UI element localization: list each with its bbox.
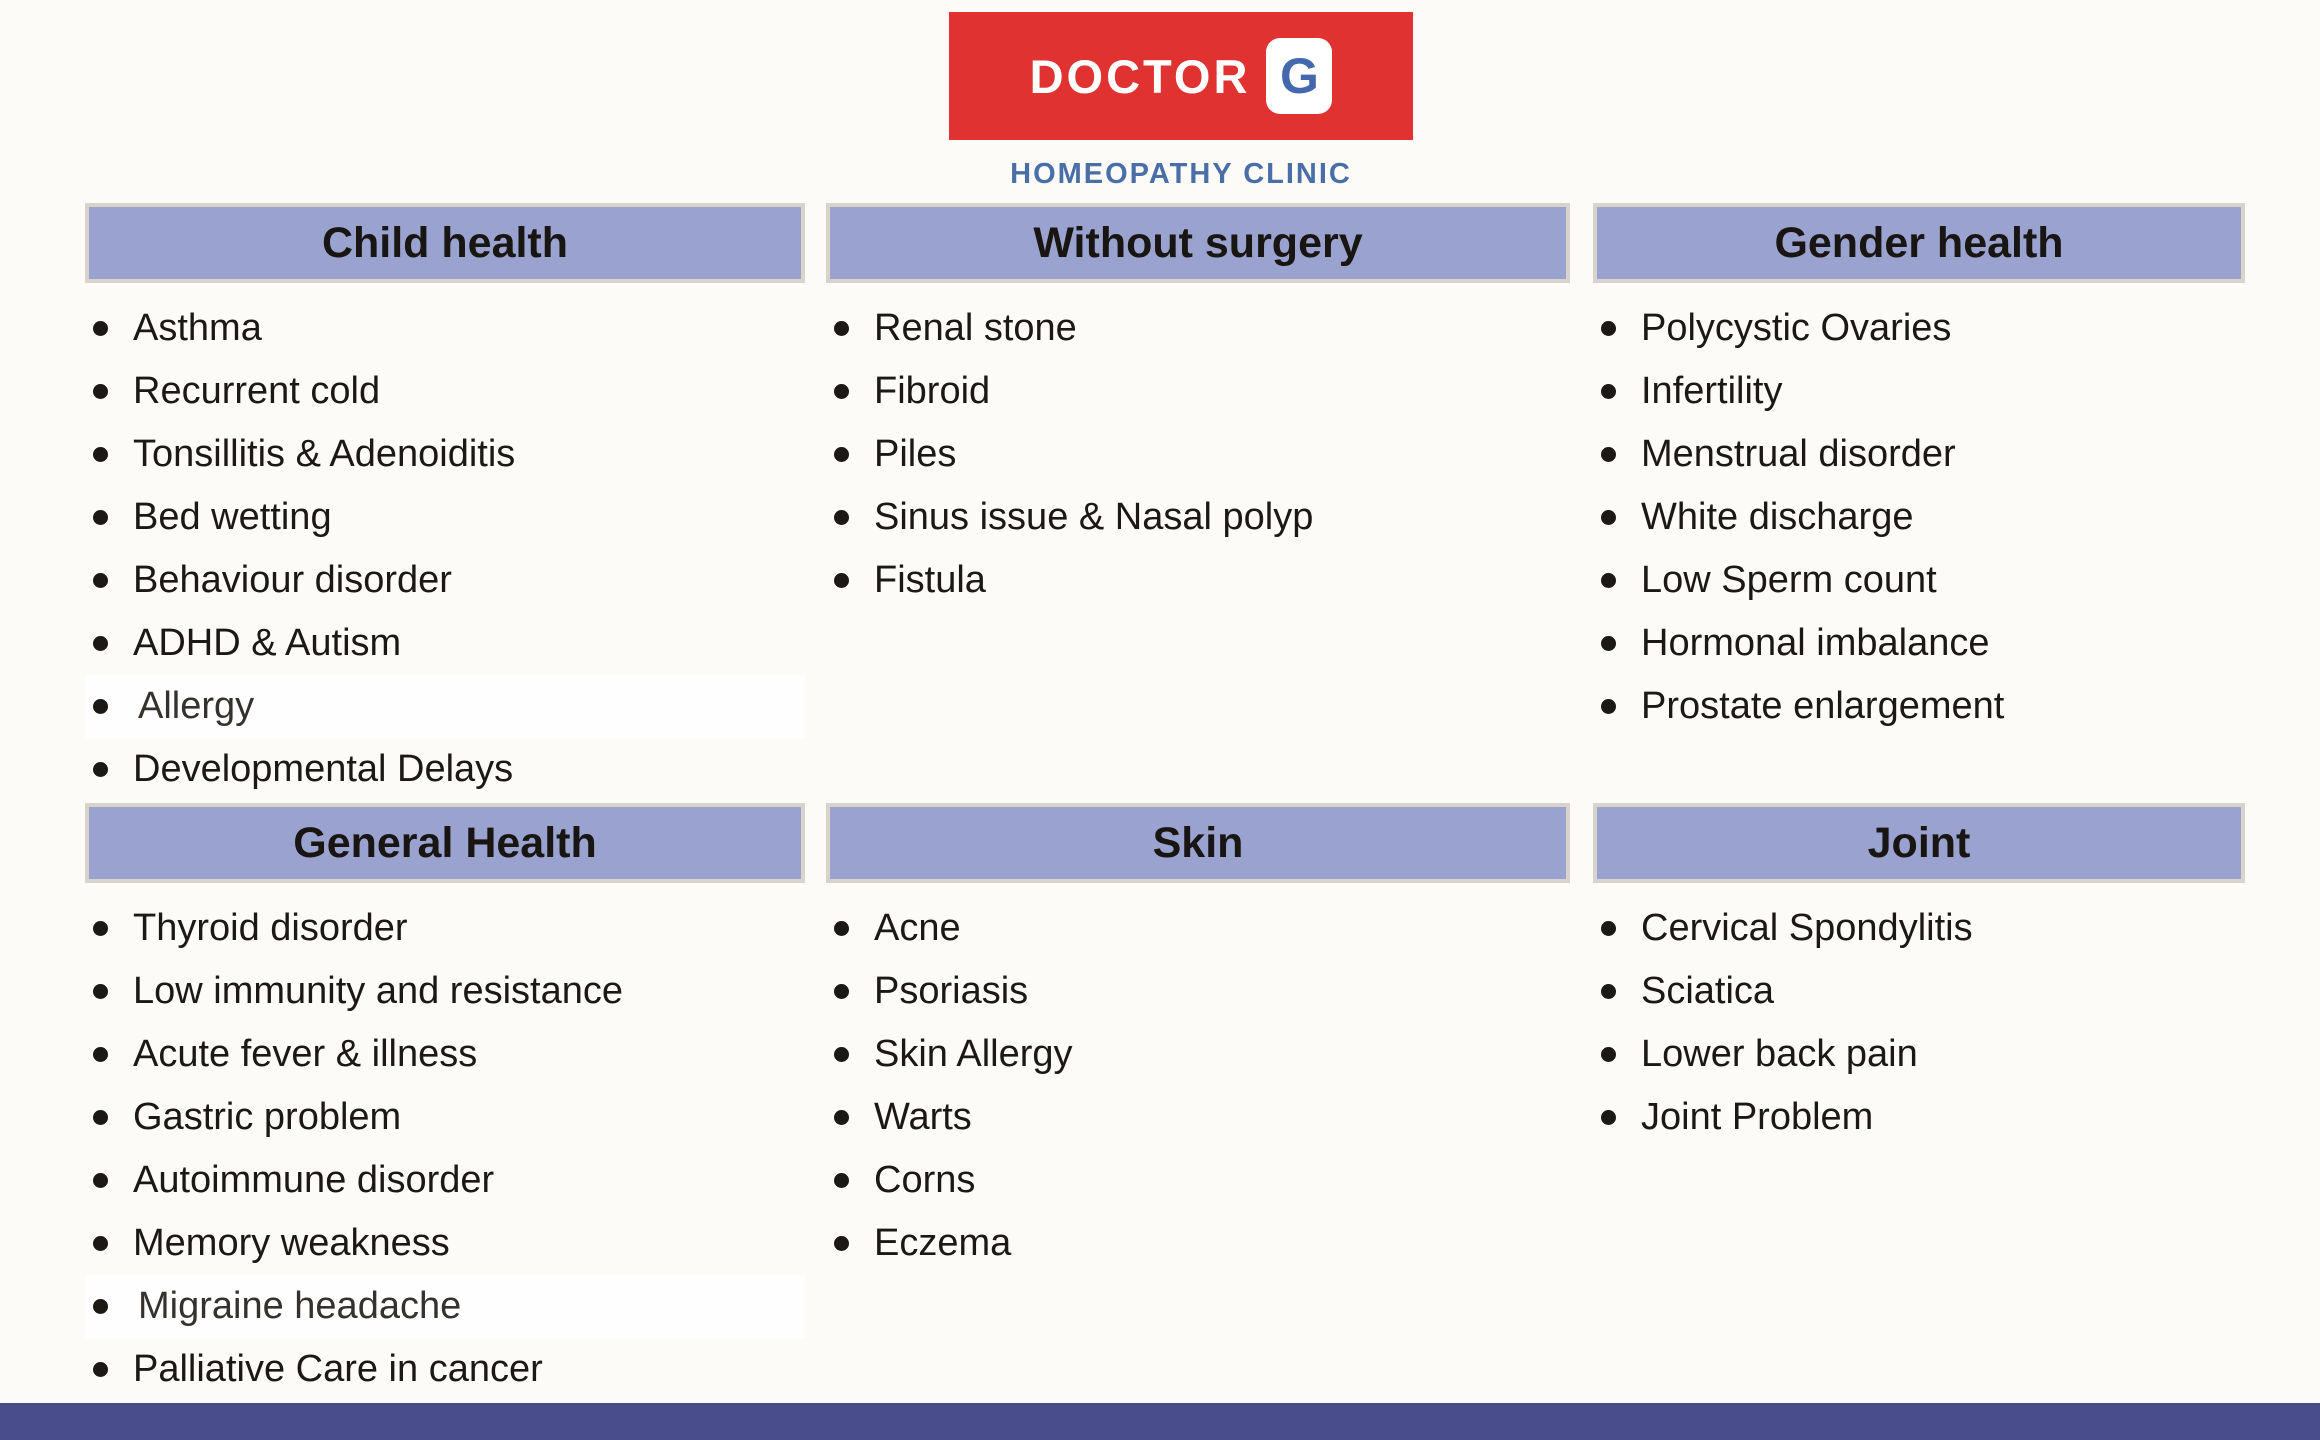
section-header-skin <box>826 803 1570 883</box>
footer-bar <box>0 1403 2320 1440</box>
section-skin <box>826 803 1570 1275</box>
section-header-gender-health <box>1593 203 2245 283</box>
section-title: Without surgery <box>1033 218 1363 267</box>
list-item: Fibroid <box>826 360 1570 423</box>
list-item: Asthma <box>85 297 805 360</box>
list-item: Psoriasis <box>826 960 1570 1023</box>
section-list-skin <box>826 897 1570 1275</box>
list-item: Thyroid disorder <box>85 897 805 960</box>
list-item: Autoimmune disorder <box>85 1149 805 1212</box>
brand-text: DOCTOR <box>1029 49 1251 103</box>
section-title: Skin <box>1152 818 1244 867</box>
list-item: Corns <box>826 1149 1570 1212</box>
section-without-surgery <box>826 203 1570 612</box>
list-item: Infertility <box>1593 360 2245 423</box>
section-title: General Health <box>293 818 597 867</box>
list-item: Eczema <box>826 1212 1570 1275</box>
list-item: Cervical Spondylitis <box>1593 897 2245 960</box>
list-item: Behaviour disorder <box>85 549 805 612</box>
list-item: Tonsillitis & Adenoiditis <box>85 423 805 486</box>
list-item: Warts <box>826 1086 1570 1149</box>
brand-badge <box>1266 38 1332 114</box>
brand-badge-letter: G <box>1279 48 1319 104</box>
list-item: Renal stone <box>826 297 1570 360</box>
section-header-child-health <box>85 203 805 283</box>
list-item: Prostate enlargement <box>1593 675 2245 738</box>
list-item: Low Sperm count <box>1593 549 2245 612</box>
list-item: Memory weakness <box>85 1212 805 1275</box>
list-item: Fistula <box>826 549 1570 612</box>
section-gender-health <box>1593 203 2245 738</box>
list-item: Allergy <box>85 675 805 738</box>
list-item: ADHD & Autism <box>85 612 805 675</box>
section-general-health <box>85 803 805 1401</box>
section-header-joint <box>1593 803 2245 883</box>
list-item: Recurrent cold <box>85 360 805 423</box>
list-item: Lower back pain <box>1593 1023 2245 1086</box>
list-item: Migraine headache <box>85 1275 805 1338</box>
list-item: Joint Problem <box>1593 1086 2245 1149</box>
list-item: Acne <box>826 897 1570 960</box>
list-item: Hormonal imbalance <box>1593 612 2245 675</box>
list-item: White discharge <box>1593 486 2245 549</box>
list-item: Palliative Care in cancer <box>85 1338 805 1401</box>
clinic-logo <box>949 12 1413 140</box>
section-title: Child health <box>321 218 569 267</box>
section-title: Joint <box>1867 818 1971 867</box>
section-list-without-surgery <box>826 297 1570 612</box>
list-item: Sinus issue & Nasal polyp <box>826 486 1570 549</box>
section-header-without-surgery <box>826 203 1570 283</box>
clinic-tagline: HOMEOPATHY CLINIC <box>1010 158 1352 190</box>
section-list-joint <box>1593 897 2245 1149</box>
list-item: Piles <box>826 423 1570 486</box>
list-item: Polycystic Ovaries <box>1593 297 2245 360</box>
section-list-general-health <box>85 897 805 1401</box>
section-title: Gender health <box>1774 218 2064 267</box>
section-joint <box>1593 803 2245 1149</box>
list-item: Bed wetting <box>85 486 805 549</box>
list-item: Low immunity and resistance <box>85 960 805 1023</box>
section-child-health <box>85 203 805 801</box>
list-item: Gastric problem <box>85 1086 805 1149</box>
list-item: Sciatica <box>1593 960 2245 1023</box>
list-item: Developmental Delays <box>85 738 805 801</box>
list-item: Skin Allergy <box>826 1023 1570 1086</box>
section-list-gender-health <box>1593 297 2245 738</box>
list-item: Acute fever & illness <box>85 1023 805 1086</box>
list-item: Menstrual disorder <box>1593 423 2245 486</box>
section-list-child-health <box>85 297 805 801</box>
section-header-general-health <box>85 803 805 883</box>
